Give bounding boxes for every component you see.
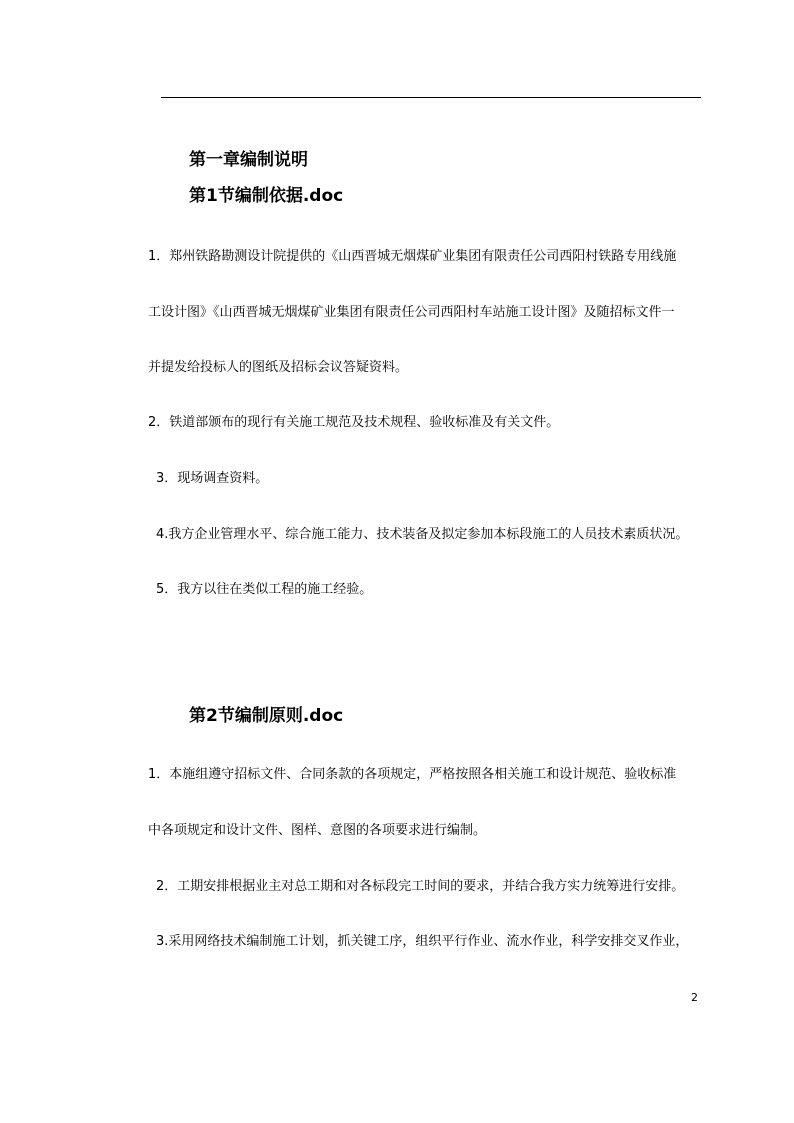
page-number: 2 (691, 991, 698, 1004)
header-rule (161, 97, 701, 98)
section-2-line: 3.采用网络技术编制施工计划，抓关键工序，组织平行作业、流水作业，科学安排交叉作业， (156, 934, 689, 949)
section-1-line: 工设计图》《山西晋城无烟煤矿业集团有限责任公司西阳村车站施工设计图》及随招标文件一 (148, 305, 675, 320)
section-2-title: 第2节编制原则.doc (189, 706, 344, 726)
section-2-line: 2．工期安排根据业主对总工期和对各标段完工时间的要求，并结合我方实力统筹进行安排。 (156, 879, 685, 894)
section-1-line: 4.我方企业管理水平、综合施工能力、技术装备及拟定参加本标段施工的人员技术素质状况。 (156, 527, 689, 542)
section-1-line: 5．我方以往在类似工程的施工经验。 (156, 582, 373, 597)
section-2-line: 中各项规定和设计文件、图样、意图的各项要求进行编制。 (148, 823, 487, 838)
chapter-title: 第一章编制说明 (189, 150, 308, 170)
section-1-line: 3．现场调查资料。 (156, 471, 269, 486)
section-1-line: 2．铁道部颁布的现行有关施工规范及技术规程、验收标准及有关文件。 (148, 415, 560, 430)
section-1-line: 1．郑州铁路勘测设计院提供的《山西晋城无烟煤矿业集团有限责任公司西阳村铁路专用线施 (148, 249, 677, 264)
section-1-title: 第1节编制依据.doc (189, 186, 344, 206)
section-2-line: 1．本施组遵守招标文件、合同条款的各项规定，严格按照各相关施工和设计规范、验收标准 (148, 767, 677, 782)
section-1-line: 并提发给投标人的图纸及招标会议答疑资料。 (148, 360, 409, 375)
